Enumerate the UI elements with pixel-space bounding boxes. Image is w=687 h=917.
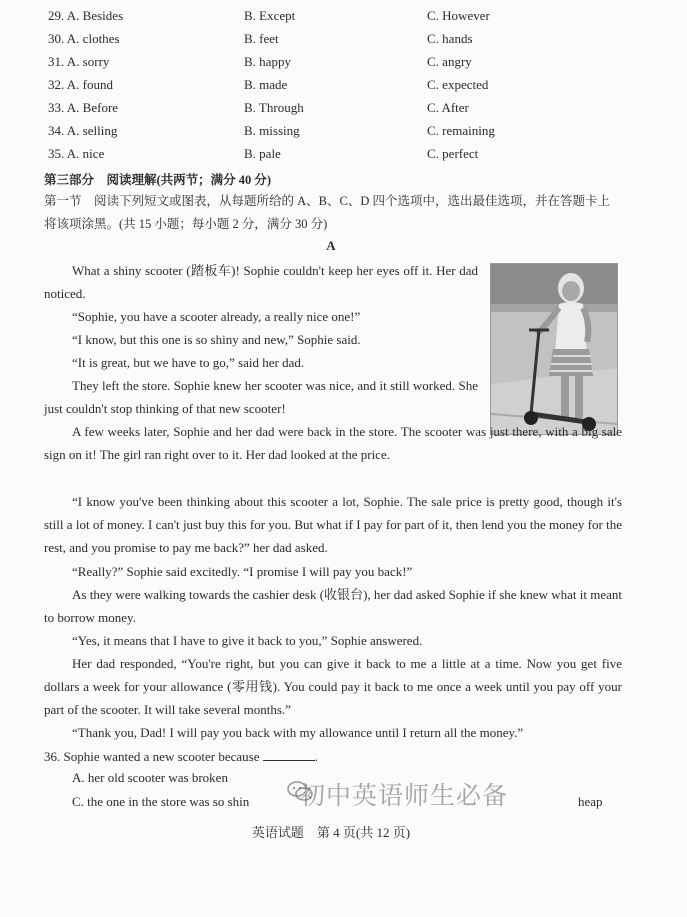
passage-paragraph: “Thank you, Dad! I will pay you back with my allowance until I return all the money.” — [72, 725, 524, 740]
option-b: B. pale — [244, 146, 281, 161]
option-c: C. hands — [427, 31, 473, 46]
page-footer: 英语试题 第 4 页(共 12 页) — [251, 825, 411, 840]
option-row — [0, 51, 687, 73]
passage-paragraph: “I know, but this one is so shiny and new,” Sophie said. — [72, 332, 361, 347]
option-b: B. Except — [244, 8, 296, 23]
passage-paragraph: What a shiny scooter (踏板车)! Sophie couldn't keep her eyes off it. Her dad noticed. — [44, 263, 478, 301]
option-c: C. expected — [427, 77, 489, 92]
passage-paragraph: They left the store. Sophie knew her scooter was nice, and it still worked. She just couldn't stop thinking of that new scooter! — [44, 378, 478, 416]
option-b: B. missing — [244, 123, 300, 138]
option-c: C. remaining — [427, 123, 495, 138]
answer-blank — [263, 747, 315, 761]
option-b: B. made — [244, 77, 288, 92]
option-a: 32. A. found — [48, 77, 114, 92]
option-c: C. After — [427, 100, 469, 115]
passage-paragraph: “Yes, it means that I have to give it back to you,” Sophie answered. — [72, 633, 423, 648]
option-a: 33. A. Before — [48, 100, 119, 115]
question-36-stem: 36. Sophie wanted a new scooter because . — [44, 749, 319, 764]
option-row — [0, 143, 687, 165]
option-c: C. However — [427, 8, 490, 23]
section-heading: 第三部分 阅读理解(共两节；满分 40 分) — [44, 173, 272, 187]
option-b: B. feet — [244, 31, 279, 46]
passage-paragraph: “Really?” Sophie said excitedly. “I promise I will pay you back!” — [72, 564, 413, 579]
passage-paragraph: A few weeks later, Sophie and her dad were back in the store. The scooter was just there, with a big sale sign on it! The girl ran right over to it. Her dad looked at the price. — [44, 424, 622, 462]
watermark-text: 初中英语师生必备 — [300, 781, 509, 810]
question-36-option-a: A. her old scooter was broken — [72, 770, 228, 785]
option-row — [0, 5, 687, 27]
passage-paragraph: “It is great, but we have to go,” said her dad. — [72, 355, 305, 370]
option-c: C. angry — [427, 54, 472, 69]
option-a: 30. A. clothes — [48, 31, 120, 46]
option-a: 35. A. nice — [48, 146, 105, 161]
passage-paragraph: “Sophie, you have a scooter already, a really nice one!” — [72, 309, 361, 324]
option-row — [0, 28, 687, 50]
option-row — [0, 74, 687, 96]
question-36-option-c: C. the one in the store was so shin — [72, 794, 250, 809]
option-a: 29. A. Besides — [48, 8, 124, 23]
passage-paragraph: As they were walking towards the cashier desk (收银台), her dad asked Sophie if she knew what it meant to borrow money. — [44, 587, 622, 625]
option-b: B. happy — [244, 54, 291, 69]
option-row — [0, 97, 687, 119]
passage-paragraph: “I know you've been thinking about this scooter a lot, Sophie. The sale price is pretty good, though it's still a lot of money. I can't just buy this for you. But what if I pay for part of it, then lend you the money for the rest, and you promise to pay me back?” her dad asked. — [44, 494, 622, 555]
girl-on-scooter-photo — [490, 263, 618, 435]
option-a: 34. A. selling — [48, 123, 118, 138]
option-a: 31. A. sorry — [48, 54, 110, 69]
option-c: C. perfect — [427, 146, 479, 161]
option-row — [0, 120, 687, 142]
passage-label: A — [326, 238, 336, 253]
passage-paragraph: Her dad responded, “You're right, but you can give it back to me a little at a time. Now you get five dollars a week for your allowance (零用钱). You could pay it back to me once a week until you pay off your part of the scooter. It will take several months.” — [44, 656, 622, 717]
section-instruction: 第一节 阅读下列短文或图表，从每题所给的 A、B、C、D 四个选项中，选出最佳选项，并在答题卡上将该项涂黑。(共 15 小题；每小题 2 分，满分 30 分) — [44, 194, 610, 231]
question-36-option-d-fragment: heap — [578, 794, 603, 809]
option-b: B. Through — [244, 100, 304, 115]
